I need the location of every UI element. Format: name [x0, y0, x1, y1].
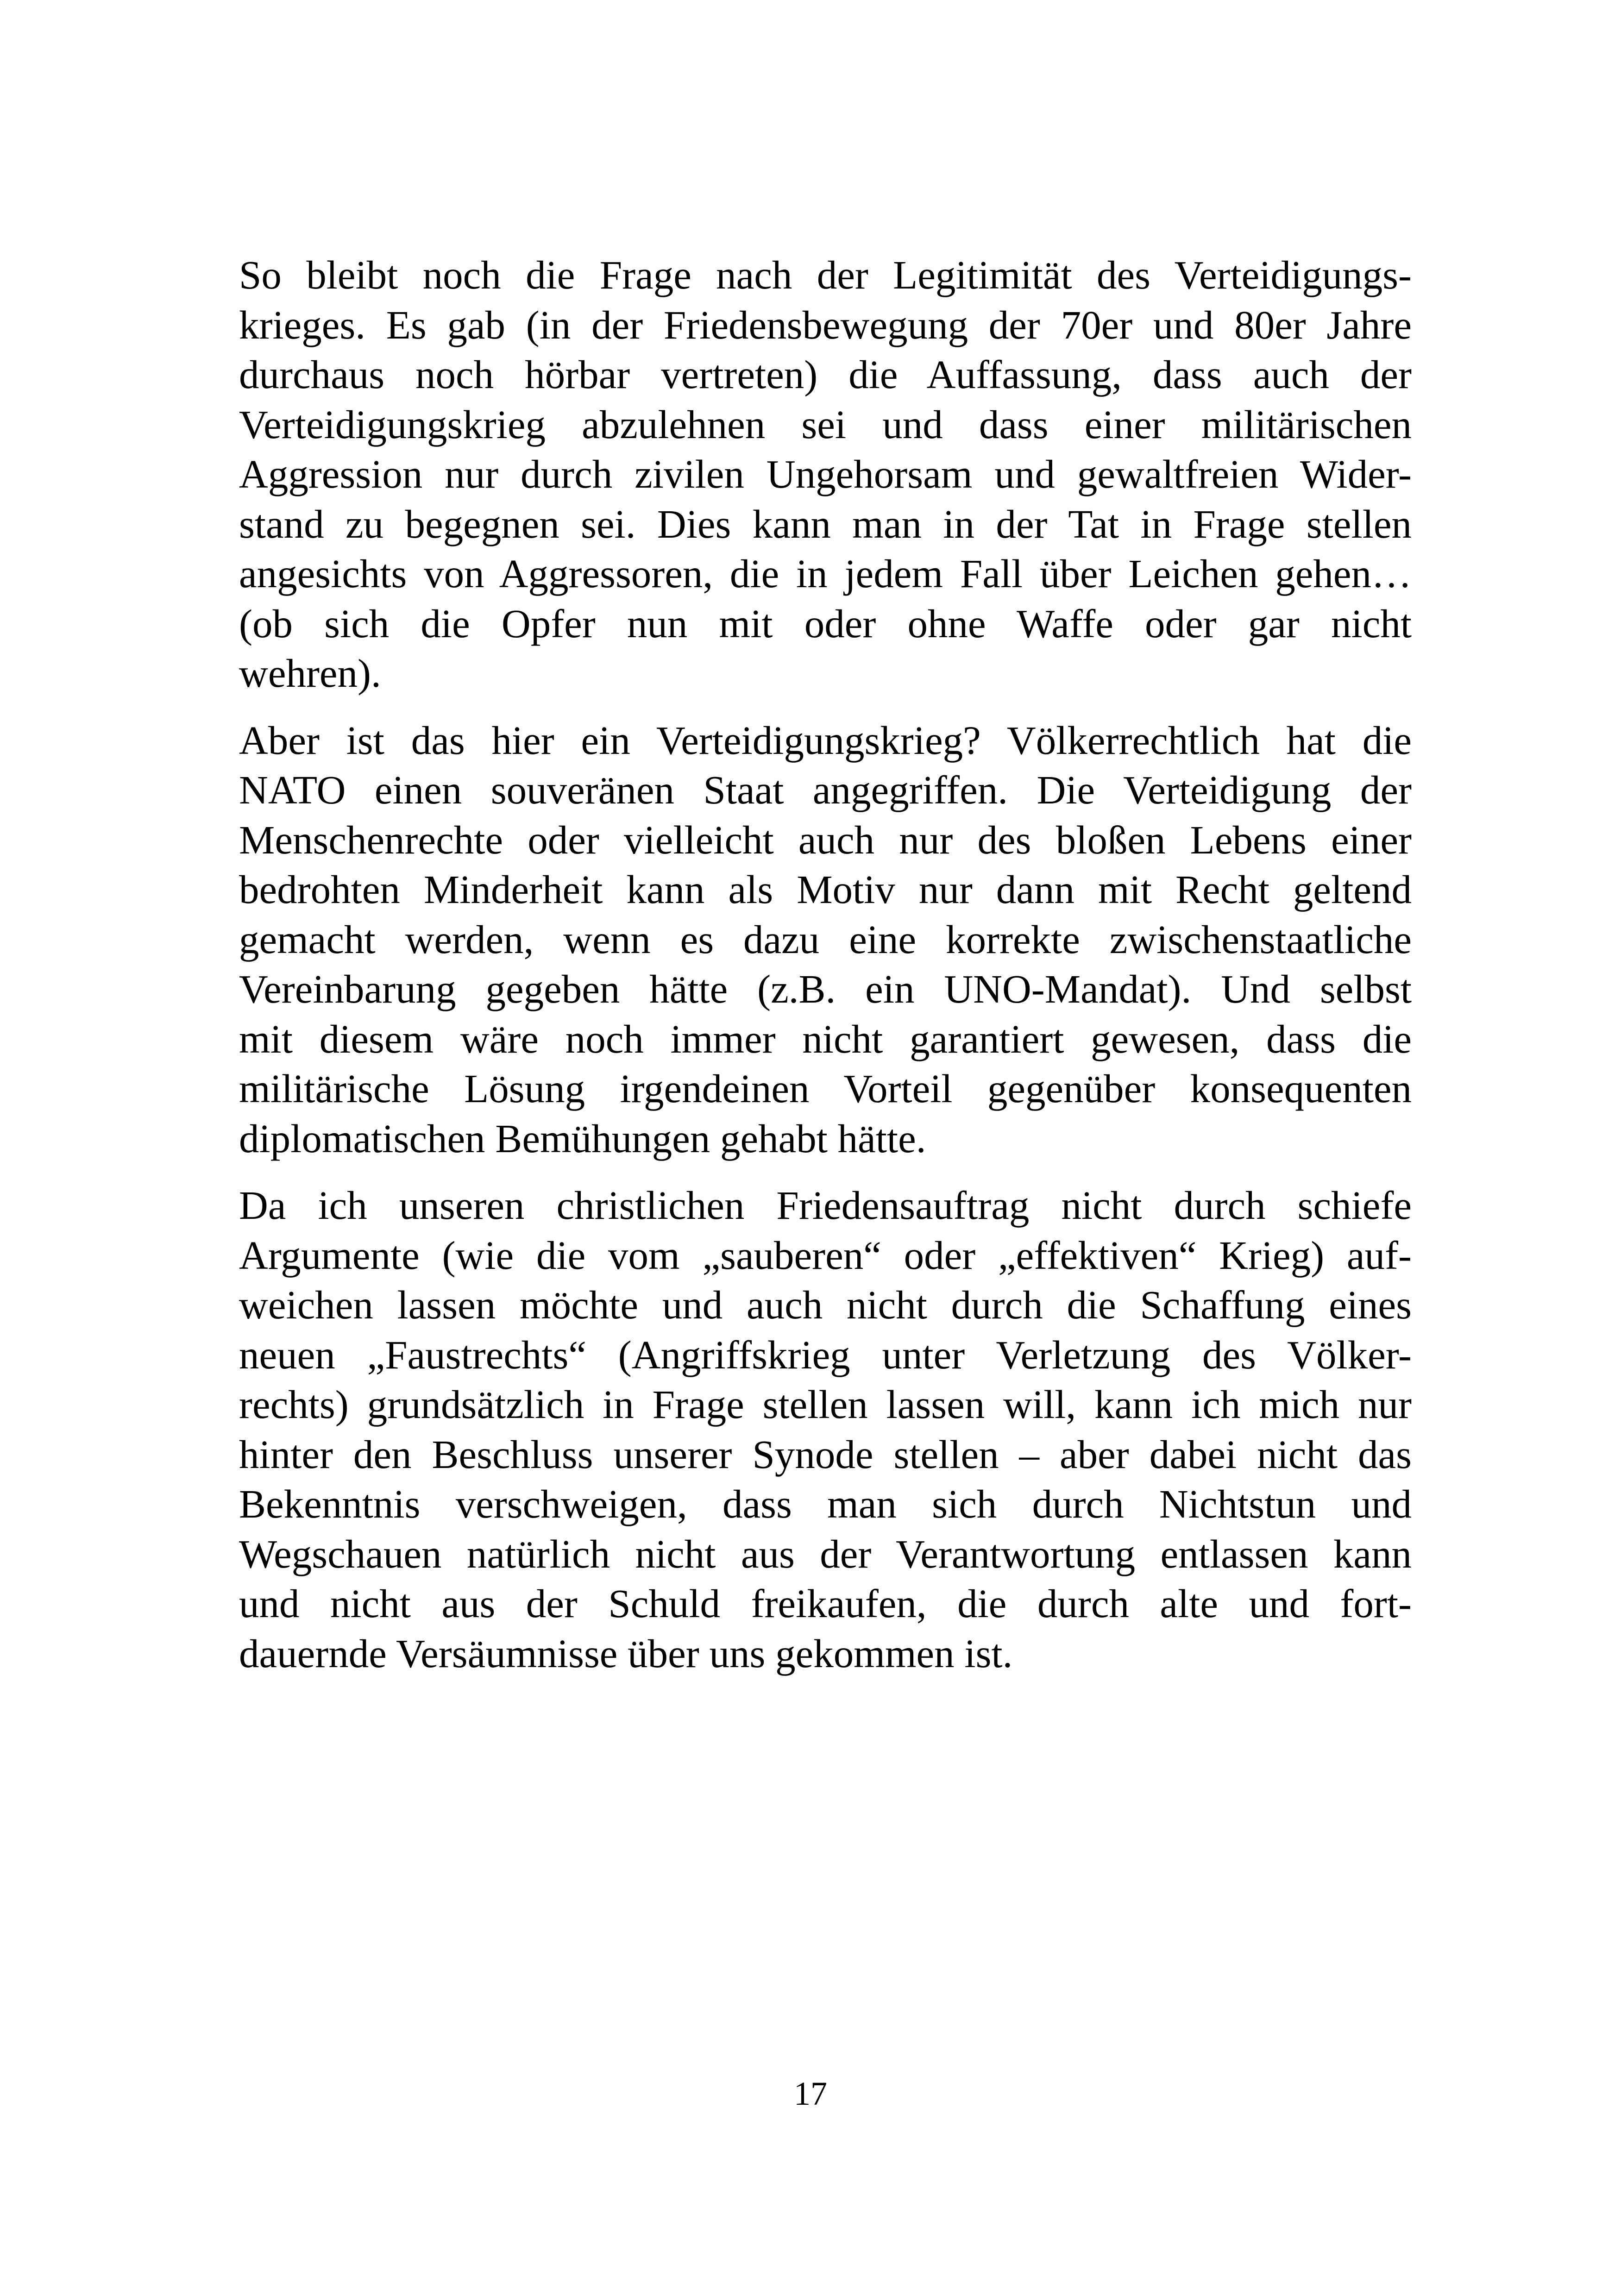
text-line: Bekenntnis verschweigen, dass man sich durch Nichtstun und: [239, 1481, 1412, 1526]
text-line: Vereinbarung gegeben hätte (z.B. ein UNO-Mandat). Und selbst: [239, 966, 1412, 1011]
text-line: Wegschauen natürlich nicht aus der Verantwortung entlassen kann: [239, 1531, 1412, 1576]
text-line: weichen lassen möchte und auch nicht durch die Schaffung eines: [239, 1282, 1412, 1327]
text-line: angesichts von Aggressoren, die in jedem Fall über Leichen gehen…: [239, 551, 1412, 596]
text-line: rechts) grundsätzlich in Frage stellen lassen will, kann ich mich nur: [239, 1382, 1412, 1427]
text-line: Da ich unseren christlichen Friedensauftrag nicht durch schiefe: [239, 1183, 1412, 1228]
text-line: Menschenrechte oder vielleicht auch nur des bloßen Lebens einer: [239, 817, 1412, 862]
paragraph-3: [239, 1180, 1412, 1678]
text-line: Aber ist das hier ein Verteidigungskrieg? Völkerrechtlich hat die: [239, 717, 1412, 763]
page-number: 17: [794, 2075, 827, 2112]
text-line: krieges. Es gab (in der Friedensbewegung der 70er und 80er Jahre: [239, 302, 1412, 347]
text-line: neuen „Faustrechts“ (Angriffskrieg unter Verletzung des Völker-: [239, 1332, 1412, 1377]
text-line: hinter den Beschluss unserer Synode stellen – aber dabei nicht das: [239, 1431, 1412, 1477]
text-line: durchaus noch hörbar vertreten) die Auffassung, dass auch der: [239, 352, 1412, 397]
text-line: stand zu begegnen sei. Dies kann man in der Tat in Frage stellen: [239, 501, 1412, 546]
text-line: So bleibt noch die Frage nach der Legitimität des Verteidigungs-: [239, 252, 1412, 297]
paragraph-1: [239, 250, 1412, 698]
text-line: mit diesem wäre noch immer nicht garantiert gewesen, dass die: [239, 1016, 1412, 1061]
paragraph-2: [239, 715, 1412, 1164]
text-line: bedrohten Minderheit kann als Motiv nur dann mit Recht geltend: [239, 867, 1412, 912]
text-line: militärische Lösung irgendeinen Vorteil gegenüber konsequenten: [239, 1066, 1412, 1111]
text-line: NATO einen souveränen Staat angegriffen. Die Verteidigung der: [239, 767, 1412, 812]
text-line: und nicht aus der Schuld freikaufen, die durch alte und fort-: [239, 1581, 1412, 1626]
text-line: wehren).: [239, 651, 381, 696]
text-line: Aggression nur durch zivilen Ungehorsam und gewaltfreien Wider-: [239, 452, 1412, 496]
text-line: diplomatischen Bemühungen gehabt hätte.: [239, 1116, 926, 1161]
text-line: gemacht werden, wenn es dazu eine korrekte zwischenstaatliche: [239, 916, 1412, 962]
text-line: Argumente (wie die vom „sauberen“ oder „effektiven“ Krieg) auf-: [239, 1232, 1412, 1278]
body-text: [239, 250, 1412, 1695]
text-line: dauernde Versäumnisse über uns gekommen ist.: [239, 1631, 1013, 1676]
text-line: Verteidigungskrieg abzulehnen sei und dass einer militärischen: [239, 401, 1412, 447]
text-line: (ob sich die Opfer nun mit oder ohne Waffe oder gar nicht: [239, 601, 1412, 646]
